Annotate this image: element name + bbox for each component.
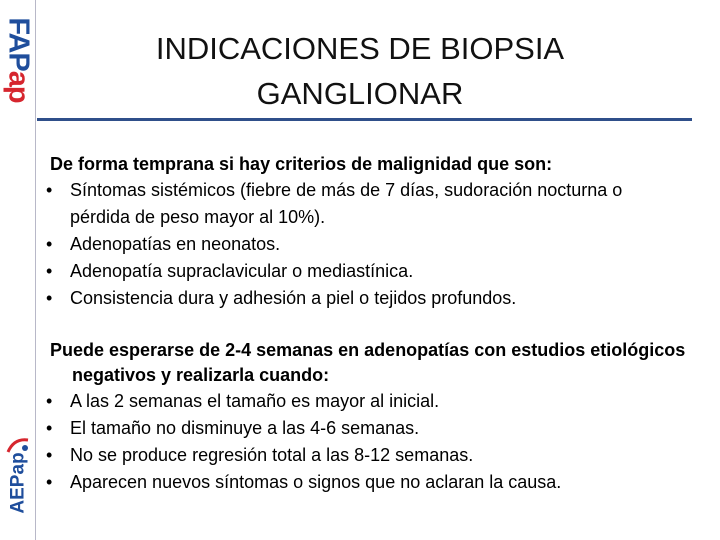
bullet-icon: •	[46, 418, 53, 438]
list-item-text: A las 2 semanas el tamaño es mayor al inicial.	[70, 391, 440, 411]
bullet-icon: •	[46, 391, 53, 411]
fapap-logo	[2, 8, 34, 112]
list-item-text: Síntomas sistémicos (fiebre de más de 7 días, sudoración nocturna o pérdida de peso mayor al 10%).	[70, 180, 623, 227]
bullet-icon: •	[46, 445, 53, 465]
bullet-list	[46, 177, 686, 312]
fapap-logo-part2: ap	[2, 70, 35, 103]
section-intro: Puede esperarse de 2-4 semanas en adenopatías con estudios etiológicos negativos y realizarla cuando:	[50, 340, 686, 385]
bullet-icon: •	[46, 472, 53, 492]
list-item	[46, 258, 686, 285]
list-item	[46, 285, 686, 312]
bullet-list	[46, 388, 686, 496]
list-item	[46, 469, 686, 496]
fapap-logo-part1: FAP	[2, 17, 35, 71]
bullet-icon: •	[46, 261, 53, 281]
list-item	[46, 415, 686, 442]
section-malignancy	[46, 152, 686, 312]
title-divider	[37, 118, 692, 121]
list-item-text: Adenopatía supraclavicular o mediastínica.	[70, 261, 414, 281]
sidebar	[0, 0, 36, 540]
slide-content	[46, 152, 686, 496]
aepap-logo	[2, 430, 34, 536]
bullet-icon: •	[46, 288, 53, 308]
list-item	[46, 177, 686, 231]
list-item-text: El tamaño no disminuye a las 4-6 semanas.	[70, 418, 420, 438]
list-item	[46, 442, 686, 469]
section-intro: De forma temprana si hay criterios de malignidad que son:	[50, 154, 553, 174]
list-item	[46, 388, 686, 415]
list-item	[46, 231, 686, 258]
bullet-icon: •	[46, 234, 53, 254]
section-wait	[46, 338, 686, 496]
slide-title	[40, 26, 680, 116]
bullet-icon: •	[46, 180, 53, 200]
aepap-logo-text: AEPap	[7, 452, 29, 514]
list-item-text: Adenopatías en neonatos.	[70, 234, 281, 254]
title-line-1: INDICACIONES DE BIOPSIA	[155, 31, 565, 66]
title-line-2: GANGLIONAR	[256, 76, 464, 111]
list-item-text: Aparecen nuevos síntomas o signos que no aclaran la causa.	[70, 472, 562, 492]
list-item-text: No se produce regresión total a las 8-12 semanas.	[70, 445, 474, 465]
list-item-text: Consistencia dura y adhesión a piel o tejidos profundos.	[70, 288, 517, 308]
